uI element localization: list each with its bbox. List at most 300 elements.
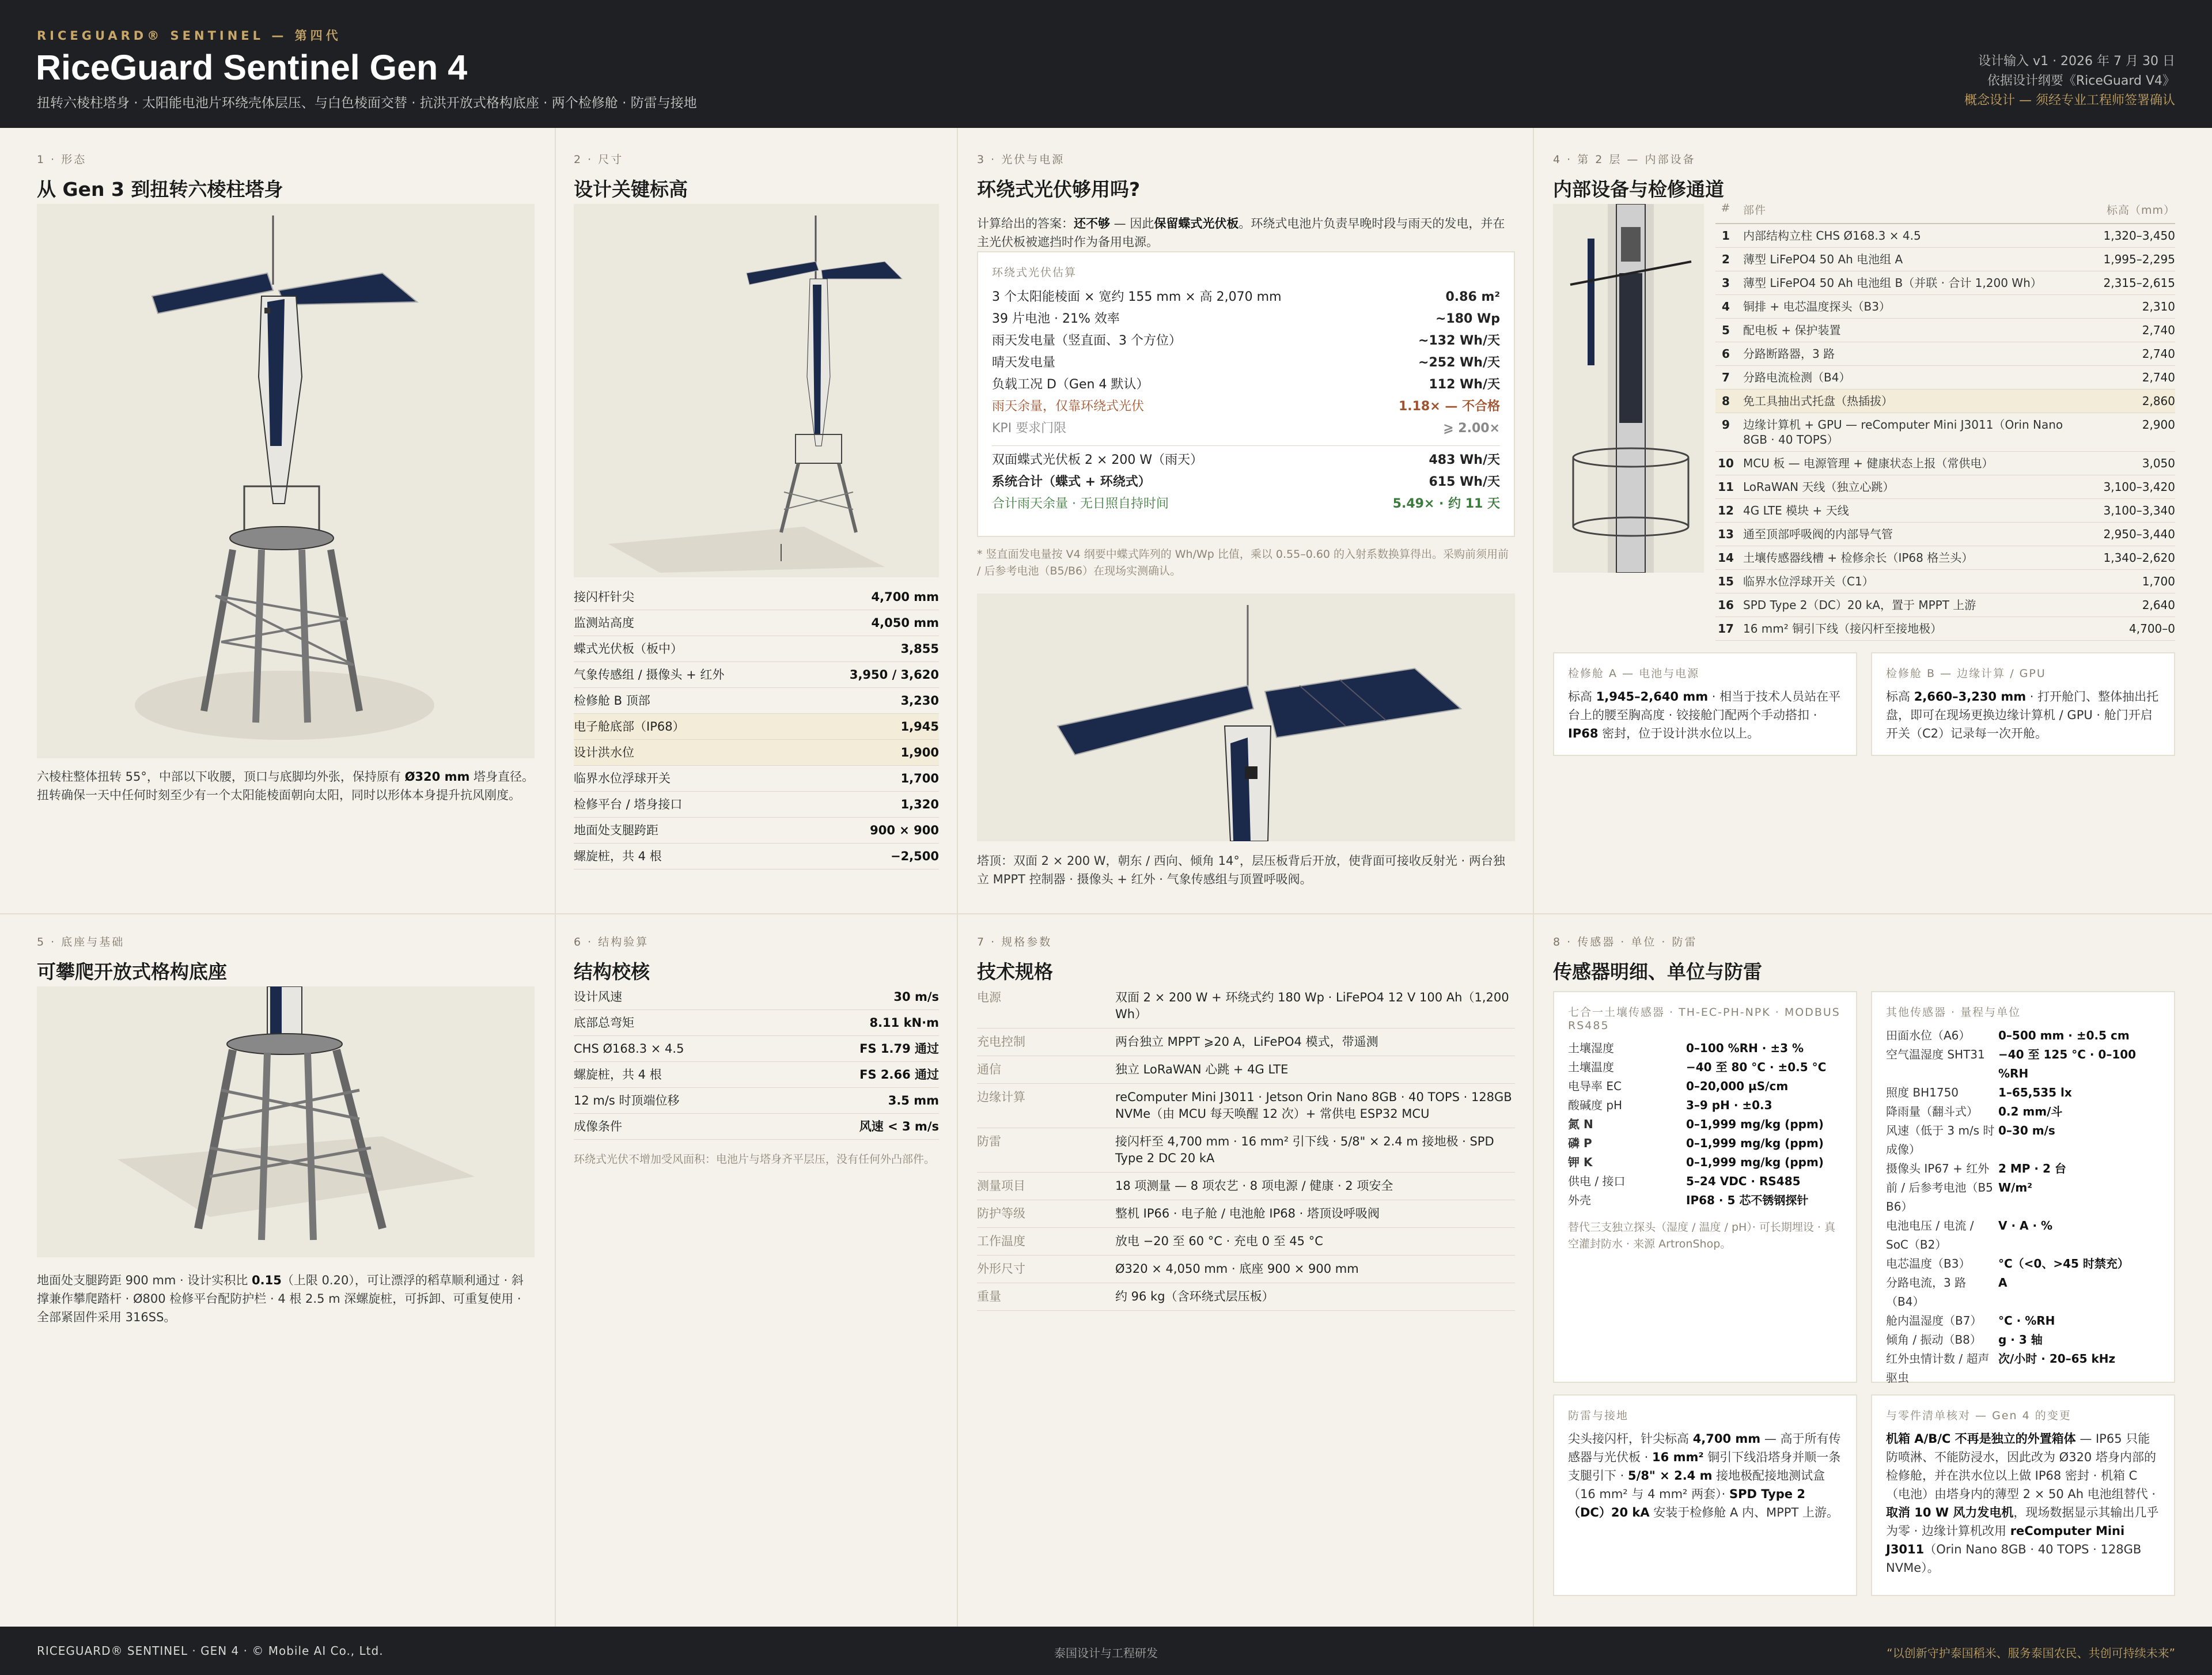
table-row	[977, 1029, 1515, 1056]
sensor-range: 2 MP · 2 台	[1998, 1162, 2066, 1175]
row-label: 螺旋桩，共 4 根	[574, 1068, 662, 1082]
sensor-row	[1568, 1172, 1842, 1191]
row-value: 900 × 900	[870, 823, 939, 837]
part-desc: 薄型 LiFePO4 50 Ah 电池组 B（并联 · 合计 1,200 Wh）	[1743, 276, 2042, 290]
lattice-base-render	[37, 986, 535, 1257]
estimate-row	[992, 449, 1500, 471]
part-elevation: 4,700–0	[2129, 622, 2175, 636]
part-elevation: 2,950–3,440	[2103, 527, 2175, 541]
bom-check-card	[1871, 1394, 2175, 1596]
table-row	[1715, 617, 2175, 641]
col-header: #	[1721, 202, 1731, 214]
sensor-label: 舱内温湿度（B7）	[1886, 1314, 1982, 1328]
panel-kicker: 1 · 形态	[37, 153, 87, 166]
part-number: 3	[1722, 276, 1730, 290]
card-caption: 七合一土壤传感器 · TH-EC-PH-NPK · MODBUS RS485	[1568, 1006, 1840, 1032]
part-desc: 土壤传感器线槽 + 检修余长（IP68 格兰头）	[1743, 551, 1974, 565]
part-number: 17	[1718, 622, 1734, 636]
column-divider	[1533, 128, 1534, 1627]
part-desc: 免工具抽出式托盘（热插拔）	[1743, 394, 1893, 408]
sensor-row	[1568, 1153, 1842, 1172]
part-elevation: 2,740	[2142, 347, 2175, 361]
table-row	[574, 714, 939, 740]
text: ，现场数据显示其输出几乎为零 · 边缘计算机改用	[1886, 1506, 2159, 1538]
bom-text	[1886, 1430, 2160, 1577]
sensor-row	[1886, 1311, 2160, 1330]
row-value: 1,700	[900, 772, 939, 785]
row-label: 设计洪水位	[574, 746, 634, 759]
row-value: 3,855	[900, 642, 939, 656]
part-desc: 4G LTE 模块 + 天线	[1743, 504, 1849, 517]
panel-title: 技术规格	[977, 961, 1053, 983]
sensor-label: 降雨量（翻斗式）	[1886, 1105, 1978, 1118]
part-number: 16	[1718, 598, 1734, 612]
part-number: 12	[1718, 504, 1734, 517]
text: 六棱柱整体扭转 55°，中部以下收腰，顶口与底脚均外张，保持原有	[37, 770, 405, 784]
row-label: 监测站高度	[574, 616, 634, 630]
panel-kicker: 8 · 传感器 · 单位 · 防雷	[1553, 936, 1698, 948]
spec-table	[977, 984, 1515, 1311]
row-label: 临界水位浮球开关	[574, 772, 671, 785]
table-row	[574, 1114, 939, 1140]
col-header: 标高（mm）	[2106, 204, 2175, 217]
row-divider	[0, 913, 2212, 914]
sensor-label: 电导率 EC	[1568, 1079, 1622, 1093]
row-label: CHS Ø168.3 × 4.5	[574, 1042, 684, 1056]
sensor-label: 磷 P	[1568, 1136, 1592, 1150]
sensor-row	[1886, 1102, 2160, 1121]
sensor-range: 0–30 m/s	[1998, 1124, 2055, 1137]
table-row	[574, 662, 939, 688]
row-value: 1,900	[900, 746, 939, 759]
table-row	[977, 984, 1515, 1029]
card-caption: 环绕式光伏估算	[992, 266, 1077, 279]
panel-kicker: 3 · 光伏与电源	[977, 153, 1065, 166]
structural-table	[574, 984, 939, 1168]
spec-label: 防护等级	[977, 1207, 1025, 1220]
panel-title: 设计关键标高	[574, 178, 688, 201]
table-row	[1715, 271, 2175, 295]
part-desc: 通至顶部呼吸阀的内部导气管	[1743, 527, 1893, 541]
table-row	[1715, 224, 2175, 248]
sensor-label: 红外虫情计数 / 超声驱虫	[1886, 1352, 1990, 1385]
text: · 相当于技术人员站在平台上的腰至胸高度 · 铰接舱门配两个手动搭扣 ·	[1568, 690, 1841, 722]
spec-label: 边缘计算	[977, 1090, 1025, 1104]
row-label: 气象传感组 / 摄像头 + 红外	[574, 668, 725, 682]
meta-version: 设计输入 v1 · 2026 年 7 月 30 日	[1978, 54, 2175, 69]
hatch-a-card	[1553, 652, 1857, 756]
part-elevation: 2,860	[2142, 394, 2175, 408]
row-label: 检修舱 B 顶部	[574, 694, 650, 708]
part-desc: 铜排 + 电芯温度探头（B3）	[1743, 300, 1891, 313]
table-row	[977, 1228, 1515, 1256]
text-bold: 0.15	[252, 1273, 282, 1287]
table-row	[574, 818, 939, 844]
row-label: 晴天发电量	[992, 356, 1056, 370]
table-row	[977, 1084, 1515, 1128]
sensor-range: V · A · %	[1998, 1219, 2053, 1232]
sensor-range: 0–500 mm · ±0.5 cm	[1998, 1029, 2130, 1042]
table-row	[977, 1200, 1515, 1228]
table-row	[574, 636, 939, 662]
row-value: 112 Wh/天	[1429, 377, 1500, 392]
part-number: 15	[1718, 574, 1734, 588]
panel-title: 从 Gen 3 到扭转六棱柱塔身	[37, 178, 283, 201]
table-row	[1715, 452, 2175, 475]
part-elevation: 2,900	[2142, 418, 2175, 432]
row-label: KPI 要求门限	[992, 421, 1067, 436]
hatch-b-text	[1886, 687, 2160, 743]
row-value: 3,230	[900, 694, 939, 708]
estimate-row-pass	[992, 493, 1500, 515]
row-label: 检修平台 / 塔身接口	[574, 797, 683, 811]
part-desc: 内部结构立柱 CHS Ø168.3 × 4.5	[1743, 229, 1921, 243]
panel-solar	[977, 151, 1515, 900]
sensor-row	[1568, 1039, 1842, 1058]
text-bold: Ø320 mm	[404, 770, 470, 784]
card-caption: 防雷与接地	[1568, 1409, 1629, 1422]
part-desc: SPD Type 2（DC）20 kA，置于 MPPT 上游	[1743, 598, 1976, 612]
spec-label: 测量项目	[977, 1179, 1025, 1193]
row-value: 5.49× · 约 11 天	[1392, 497, 1500, 511]
sensor-label: 电芯温度（B3）	[1886, 1257, 1971, 1271]
row-label: 底部总弯矩	[574, 1016, 634, 1030]
footer-tagline: “以创新守护泰国稻米、服务泰国农民、共创可持续未来”	[1887, 1646, 2175, 1660]
part-number: 11	[1718, 480, 1734, 494]
panel-title: 传感器明细、单位与防雷	[1553, 961, 1762, 983]
internal-section-render	[1553, 204, 1704, 573]
lightning-text	[1568, 1430, 1842, 1522]
panel-kicker: 2 · 尺寸	[574, 153, 624, 166]
sensor-row	[1568, 1115, 1842, 1134]
table-row	[574, 584, 939, 610]
table-row	[1715, 319, 2175, 342]
card-caption: 检修舱 B — 边缘计算 / GPU	[1886, 667, 2046, 680]
text: 安装于检修舱 A 内、MPPT 上游。	[1649, 1506, 1839, 1519]
row-label: 3 个太阳能棱面 × 宽约 155 mm × 高 2,070 mm	[992, 290, 1282, 304]
text: 接地极配接地测试盒（16 mm² 与 4 mm² 两套）·	[1568, 1469, 1825, 1501]
text-bold: 1,945–2,640 mm	[1596, 690, 1709, 704]
panel-form	[37, 151, 535, 900]
text: 标高	[1568, 690, 1596, 704]
row-label: 电子舱底部（IP68）	[574, 720, 685, 733]
row-label: 39 片电池 · 21% 效率	[992, 312, 1120, 326]
row-value: 8.11 kN·m	[869, 1016, 939, 1030]
row-value: ~180 Wp	[1435, 312, 1500, 326]
spec-value: 放电 −20 至 60 °C · 充电 0 至 45 °C	[1115, 1234, 1323, 1248]
row-label: 螺旋桩，共 4 根	[574, 849, 662, 863]
row-value: 0.86 m²	[1445, 290, 1500, 304]
sensor-row	[1886, 1083, 2160, 1102]
text-bold: 取消 10 W 风力发电机	[1886, 1506, 2014, 1519]
part-elevation: 2,740	[2142, 323, 2175, 337]
panel-kicker: 5 · 底座与基础	[37, 936, 125, 948]
part-desc: 临界水位浮球开关（C1）	[1743, 574, 1874, 588]
text: 铜引下线沿塔身并顺一条支腿引下 ·	[1568, 1450, 1841, 1483]
row-value-pass: FS 2.66 通过	[859, 1068, 939, 1082]
sensor-row	[1886, 1349, 2160, 1387]
sensor-row	[1886, 1178, 2160, 1216]
sensor-range: W/m²	[1998, 1181, 2032, 1194]
sensor-row	[1886, 1273, 2160, 1311]
sensor-range: −40 至 80 °C · ±0.5 °C	[1686, 1060, 1827, 1074]
solar-intro	[977, 214, 1515, 251]
sensor-range: 0–20,000 µS/cm	[1686, 1079, 1789, 1093]
part-number: 7	[1722, 370, 1730, 384]
row-value: 30 m/s	[893, 990, 939, 1004]
table-row	[574, 740, 939, 766]
sensor-range: 3–9 pH · ±0.3	[1686, 1098, 1772, 1112]
text-bold: 保留蝶式光伏板	[1154, 217, 1239, 230]
parts-table	[1715, 202, 2175, 641]
sensor-label: 钾 K	[1568, 1155, 1593, 1169]
panel-title: 环绕式光伏够用吗?	[977, 178, 1141, 201]
sensor-range: 次/小时 · 20–65 kHz	[1998, 1352, 2116, 1366]
part-number: 6	[1722, 347, 1730, 361]
panel-specs	[977, 933, 1515, 1613]
sensor-range: IP68 · 5 芯不锈钢探针	[1686, 1193, 1809, 1207]
spec-value: 18 项测量 — 8 项农艺 · 8 项电源 / 健康 · 2 项安全	[1115, 1179, 1393, 1193]
sensor-label: 田面水位（A6）	[1886, 1029, 1971, 1042]
part-elevation: 1,700	[2142, 574, 2175, 588]
row-label: 成像条件	[574, 1120, 622, 1133]
part-desc: LoRaWAN 天线（独立心跳）	[1743, 480, 1895, 494]
card-caption: 与零件清单核对 — Gen 4 的变更	[1886, 1409, 2071, 1422]
table-row	[574, 766, 939, 792]
sensor-row	[1886, 1045, 2160, 1083]
divider	[992, 445, 1500, 446]
row-value: ~132 Wh/天	[1418, 334, 1500, 348]
row-label: 负载工况 D（Gen 4 默认）	[992, 377, 1149, 392]
hatch-b-card	[1871, 652, 2175, 756]
row-value: 3.5 mm	[888, 1094, 939, 1107]
panel-title: 结构校核	[574, 961, 650, 983]
table-row	[1715, 546, 2175, 570]
part-elevation: 1,995–2,295	[2103, 252, 2175, 266]
hatch-a-text	[1568, 687, 1842, 743]
table-row	[1715, 390, 2175, 413]
table-row	[574, 1062, 939, 1088]
sensor-row	[1568, 1058, 1842, 1077]
table-row	[1715, 570, 2175, 593]
table-row	[574, 984, 939, 1010]
elevation-table	[574, 584, 939, 869]
tower-render-full	[37, 204, 535, 758]
spec-label: 重量	[977, 1290, 1001, 1303]
table-row	[977, 1056, 1515, 1084]
sensor-label: 外壳	[1568, 1193, 1591, 1207]
footer-copyright: RICEGUARD® SENTINEL · GEN 4 · © Mobile AI Co., Ltd.	[37, 1644, 384, 1658]
part-number: 14	[1718, 551, 1734, 565]
table-row	[574, 1088, 939, 1114]
text: （Orin Nano 8GB · 40 TOPS · 128GB NVMe）。	[1886, 1542, 2142, 1575]
text: 计算给出的答案：	[977, 217, 1074, 230]
row-label: 雨天余量，仅靠环绕式光伏	[992, 399, 1145, 414]
text: 密封，位于设计洪水位以上。	[1598, 727, 1760, 740]
table-row	[574, 1010, 939, 1036]
soil-note: 替代三支独立探头（湿度 / 温度 / pH）· 可长期埋设 · 真空灌封防水 · 来源 ArtronShop。	[1568, 1221, 1836, 1250]
text: — 因此	[1110, 217, 1154, 230]
part-desc: 分路电流检测（B4）	[1743, 370, 1851, 384]
table-row	[1715, 475, 2175, 499]
sensor-label: 前 / 后参考电池（B5 B6）	[1886, 1181, 1993, 1213]
spec-value: 两台独立 MPPT ⩾20 A，LiFePO4 模式，带遥测	[1115, 1035, 1378, 1049]
spec-value: 接闪杆至 4,700 mm · 16 mm² 引下线 · 5/8" × 2.4 m 接地极 · SPD Type 2 DC 20 kA	[1115, 1135, 1494, 1165]
row-label: 接闪杆针尖	[574, 590, 634, 604]
tower-top-caption: 塔顶：双面 2 × 200 W，朝东 / 西向、倾角 14°，层压板背后开放，使背面可接收反射光 · 两台独立 MPPT 控制器 · 摄像头 + 红外 · 气象传感组与顶置呼吸阀。	[977, 854, 1505, 886]
panel-kicker: 4 · 第 2 层 — 内部设备	[1553, 153, 1696, 166]
footer-center: 泰国设计与工程研发	[1054, 1646, 1158, 1660]
structural-note: 环绕式光伏不增加受风面积：电池片与塔身齐平层压，没有任何外凸部件。	[574, 1153, 935, 1166]
part-elevation: 3,050	[2142, 456, 2175, 470]
solar-estimate-card	[977, 251, 1515, 537]
sensor-label: 摄像头 IP67 + 红外	[1886, 1162, 1990, 1175]
text-bold: 16 mm²	[1652, 1450, 1704, 1464]
page-header	[0, 0, 2212, 128]
spec-label: 充电控制	[977, 1035, 1025, 1049]
form-description	[37, 767, 535, 804]
text: — IP65 只能防喷淋、不能防浸水，因此改为 Ø320 塔身内部的检修舱，并在洪水位以上做 IP68 密封 · 机箱 C（电池）由塔身内的薄型 2 × 50 Ah 电池组替代 ·	[1886, 1432, 2156, 1501]
sensor-range: °C · %RH	[1998, 1314, 2055, 1328]
spec-value: Ø320 × 4,050 mm · 底座 900 × 900 mm	[1115, 1262, 1359, 1276]
spec-label: 通信	[977, 1063, 1001, 1076]
lightning-card	[1553, 1394, 1857, 1596]
table-row	[1715, 248, 2175, 271]
part-elevation: 2,740	[2142, 370, 2175, 384]
table-row	[1715, 413, 2175, 452]
spec-label: 电源	[977, 990, 1001, 1004]
base-description	[37, 1271, 535, 1326]
panel-sensors	[1553, 933, 2175, 1613]
solar-footnote: * 竖直面发电量按 V4 纲要中蝶式阵列的 Wh/Wp 比值，乘以 0.55–0.60 的入射系数换算得出。采购前须用前 / 后参考电池（B5/B6）在现场实测确认。	[977, 548, 1509, 577]
row-value: −2,500	[890, 849, 939, 863]
spec-label: 防雷	[977, 1135, 1001, 1148]
part-number: 4	[1722, 300, 1730, 313]
part-desc: 边缘计算机 + GPU — reComputer Mini J3011（Orin Nano 8GB · 40 TOPS）	[1743, 418, 2063, 447]
table-row	[1715, 366, 2175, 390]
table-row	[977, 1256, 1515, 1283]
row-value: ~252 Wh/天	[1418, 356, 1500, 370]
spec-value: 独立 LoRaWAN 心跳 + 4G LTE	[1115, 1063, 1289, 1076]
spec-value: 整机 IP66 · 电子舱 / 电池舱 IP68 · 塔顶设呼吸阀	[1115, 1207, 1380, 1220]
text: 尖头接闪杆，针尖标高	[1568, 1432, 1693, 1446]
sensor-label: 酸碱度 pH	[1568, 1098, 1623, 1112]
table-row	[574, 844, 939, 869]
sensor-row	[1568, 1191, 1842, 1210]
sensor-row	[1886, 1216, 2160, 1254]
card-caption: 其他传感器 · 量程与单位	[1886, 1006, 2021, 1019]
sensor-label: 供电 / 接口	[1568, 1174, 1626, 1188]
sensor-row	[1886, 1121, 2160, 1159]
tower-elevation-render	[574, 204, 939, 577]
spec-value: reComputer Mini J3011 · Jetson Orin Nano 8GB · 40 TOPS · 128GB NVMe（由 MCU 每天唤醒 12 次）+ 常供电 ESP32 MCU	[1115, 1090, 1512, 1121]
panel-title: 内部设备与检修通道	[1553, 178, 1724, 201]
sensor-label: 分路电流，3 路（B4）	[1886, 1276, 1967, 1309]
panel-structural	[574, 933, 939, 1613]
part-elevation: 1,340–2,620	[2103, 551, 2175, 565]
brand-eyebrow: RICEGUARD® SENTINEL — 第四代	[37, 29, 342, 43]
sensor-range: 0–1,999 mg/kg (ppm)	[1686, 1136, 1824, 1150]
meta-disclaimer: 概念设计 — 须经专业工程师签署确认	[1964, 93, 2175, 108]
sensor-range: A	[1998, 1276, 2008, 1290]
row-label: 雨天发电量（竖直面、3 个方位）	[992, 334, 1181, 348]
estimate-row-fail	[992, 396, 1500, 418]
part-number: 10	[1718, 456, 1734, 470]
row-label: 双面蝶式光伏板 2 × 200 W（雨天）	[992, 453, 1203, 467]
row-value: ⩾ 2.00×	[1443, 421, 1500, 436]
column-divider	[957, 128, 958, 1627]
row-value: 3,950 / 3,620	[849, 668, 939, 682]
row-label: 合计雨天余量 · 无日照自持时间	[992, 497, 1169, 511]
row-value: 风速 < 3 m/s	[859, 1120, 939, 1133]
part-desc: 16 mm² 铜引下线（接闪杆至接地极）	[1743, 622, 1942, 636]
text: 标高	[1886, 690, 1914, 704]
col-header: 部件	[1743, 204, 1767, 217]
sensor-range: 5–24 VDC · RS485	[1686, 1174, 1801, 1188]
text: · 打开舱门、整体抽出托盘，即可在现场更换边缘计算机 / GPU · 舱门开启开关（C2）记录每一次开舱。	[1886, 690, 2159, 740]
sensor-range: 0–1,999 mg/kg (ppm)	[1686, 1117, 1824, 1131]
row-value: 615 Wh/天	[1429, 475, 1500, 489]
sensor-row	[1886, 1159, 2160, 1178]
panel-kicker: 7 · 规格参数	[977, 936, 1052, 948]
sensor-range: 1–65,535 lx	[1998, 1086, 2072, 1099]
row-label: 系统合计（蝶式 + 环绕式）	[992, 475, 1151, 489]
header-meta	[1964, 52, 2175, 111]
table-row	[1715, 342, 2175, 366]
text: 塔身直径。扭转确保一天中任何时刻至少有一个太阳能棱面朝向太阳，同时以形体本身提升抗风刚度。	[37, 770, 535, 802]
text: 。环绕式电池片负责早晚时段与雨天的发电，并在主光伏板被遮挡时作为备用电源。	[977, 217, 1505, 249]
sensor-label: 土壤湿度	[1568, 1041, 1614, 1055]
sensor-label: 空气温湿度 SHT31	[1886, 1048, 1985, 1061]
panel-kicker: 6 · 结构验算	[574, 936, 649, 948]
estimate-row	[992, 352, 1500, 374]
sensor-range: −40 至 125 °C · 0–100 %RH	[1998, 1048, 2137, 1080]
sensor-label: 照度 BH1750	[1886, 1086, 1959, 1099]
card-caption: 检修舱 A — 电池与电源	[1568, 667, 1700, 680]
row-label: 设计风速	[574, 990, 622, 1004]
estimate-row	[992, 374, 1500, 396]
table-row	[1715, 593, 2175, 617]
other-sensor-card	[1871, 991, 2175, 1383]
part-number: 2	[1722, 252, 1730, 266]
table-row	[1715, 523, 2175, 546]
part-elevation: 1,320–3,450	[2103, 229, 2175, 243]
text-bold: 还不够	[1074, 217, 1110, 230]
page-subtitle: 扭转六棱柱塔身 · 太阳能电池片环绕壳体层压、与白色棱面交替 · 抗洪开放式格构底座 · 两个检修舱 · 防雷与接地	[37, 96, 697, 111]
page-footer	[0, 1627, 2212, 1675]
row-value: 483 Wh/天	[1429, 453, 1500, 467]
part-elevation: 3,100–3,340	[2103, 504, 2175, 517]
part-elevation: 2,315–2,615	[2103, 276, 2175, 290]
part-number: 1	[1722, 229, 1730, 243]
text: （上限 0.20），可让漂浮的稻草顺利通过 · 斜撑兼作攀爬踏杆 · Ø800 检修平台配防护栏 · 4 根 2.5 m 深螺旋桩，可拆卸、可重复使用 · 全部紧固件采用 316SS。	[37, 1273, 524, 1324]
sensor-label: 土壤温度	[1568, 1060, 1614, 1074]
table-header	[1715, 202, 2175, 224]
sensor-range: 0–100 %RH · ±3 %	[1686, 1041, 1804, 1055]
estimate-row	[992, 308, 1500, 330]
sensor-row	[1568, 1077, 1842, 1096]
text-bold: 机箱 A/B/C 不再是独立的外置箱体	[1886, 1432, 2076, 1446]
panel-internals	[1553, 151, 2175, 900]
part-elevation: 2,310	[2142, 300, 2175, 313]
column-divider	[555, 128, 556, 1627]
row-value: 1,320	[900, 797, 939, 811]
part-desc: 分路断路器，3 路	[1743, 347, 1835, 361]
page-title: RiceGuard Sentinel Gen 4	[36, 48, 468, 87]
panel-base	[37, 933, 535, 1613]
row-label: 12 m/s 时顶端位移	[574, 1094, 680, 1107]
text-bold: SPD Type 2（DC）20 kA	[1568, 1487, 1805, 1519]
